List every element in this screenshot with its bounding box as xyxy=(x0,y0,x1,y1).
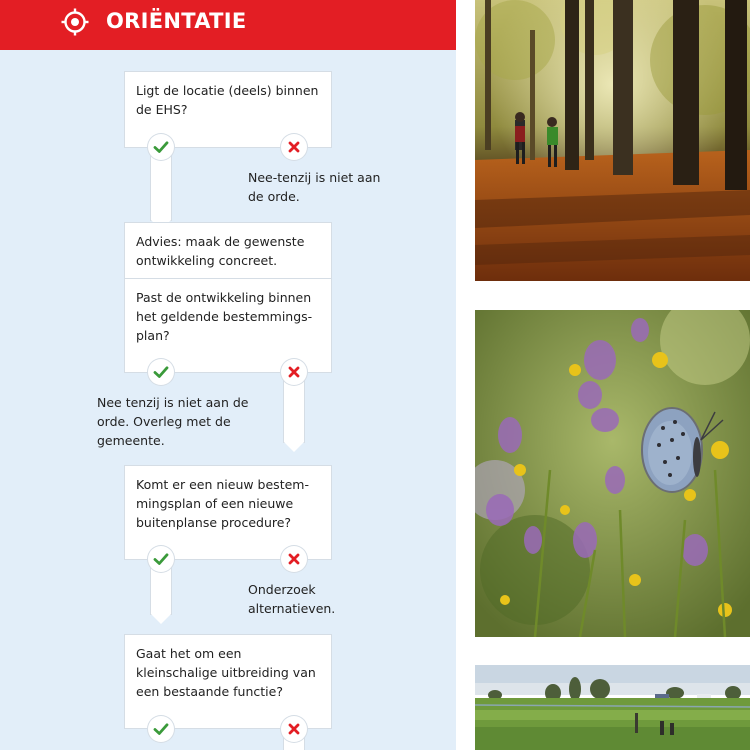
question-box: Komt er een nieuw bestem-mingsplan of een nieuwe buitenplanse procedure? xyxy=(125,466,331,559)
no-outcome-text: Onderzoek alternatieven. xyxy=(248,582,336,616)
advice-box: Advies: maak de gewenste ontwikkeling concreet. xyxy=(125,223,331,278)
no-badge xyxy=(281,546,307,572)
target-icon xyxy=(61,8,89,36)
no-badge xyxy=(281,134,307,160)
question-box: Ligt de locatie (deels) binnen de EHS? xyxy=(125,72,331,147)
no-connector xyxy=(284,378,304,442)
cross-icon xyxy=(286,364,302,380)
yes-badge xyxy=(148,716,174,742)
no-badge xyxy=(281,716,307,742)
no-arrow xyxy=(284,442,304,452)
butterfly-flowers-photo xyxy=(475,310,750,637)
cross-icon xyxy=(286,551,302,567)
yes-badge xyxy=(148,134,174,160)
check-icon xyxy=(153,364,169,380)
yes-arrow xyxy=(151,614,171,624)
check-icon xyxy=(153,721,169,737)
page-title: ORIËNTATIE xyxy=(106,9,247,33)
yes-badge xyxy=(148,359,174,385)
yes-badge xyxy=(148,546,174,572)
header-bar xyxy=(0,0,456,50)
question-box: Gaat het om een kleinschalige uitbreiding van een bestaande functie? xyxy=(125,635,331,728)
question-box: Past de ontwikkeling binnen het geldende bestemmings-plan? xyxy=(125,279,331,372)
forest-joggers-photo xyxy=(475,0,750,281)
cross-icon xyxy=(286,721,302,737)
cross-icon xyxy=(286,139,302,155)
no-outcome-text: Nee-tenzij is niet aan de orde. xyxy=(248,170,381,204)
check-icon xyxy=(153,139,169,155)
no-badge xyxy=(281,359,307,385)
check-icon xyxy=(153,551,169,567)
yes-connector xyxy=(151,150,171,220)
no-outcome-text: Nee tenzij is niet aan de orde. Overleg met de gemeente. xyxy=(97,395,249,448)
meadow-landscape-photo xyxy=(475,665,750,750)
